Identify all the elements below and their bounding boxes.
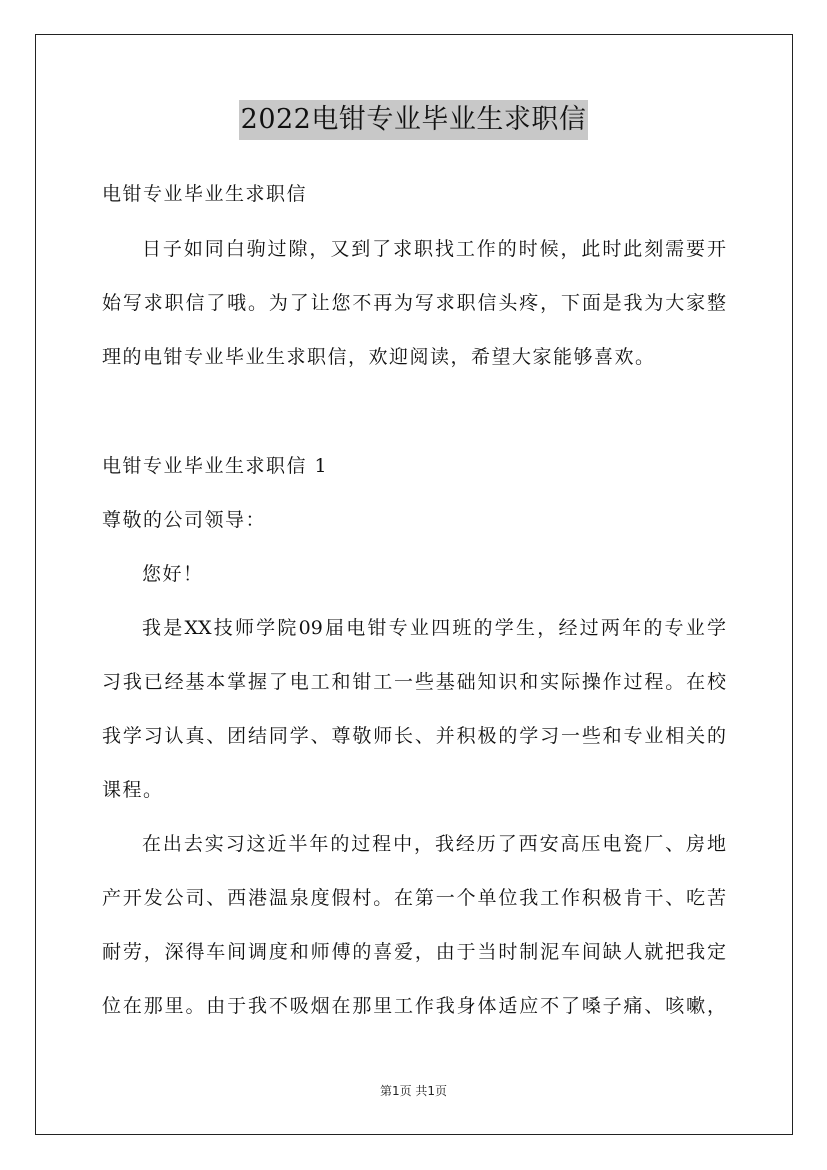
page-number-footer: 第1页 共1页 [379,1084,448,1098]
title-container [0,100,827,140]
paragraph-line: 在出去实习这近半年的过程中，我经历了西安高压电瓷厂、房地 [142,833,726,855]
intro-line: 始写求职信了哦。为了让您不再为写求职信头疼，下面是我为大家整 [102,292,726,314]
greeting: 您好！ [142,563,204,585]
document-heading: 电钳专业毕业生求职信 [102,183,308,205]
paragraph-line: 习我已经基本掌握了电工和钳工一些基础知识和实际操作过程。在校 [102,671,726,693]
document-title: 2022电钳专业毕业生求职信 [239,100,589,140]
paragraph-line: 位在那里。由于我不吸烟在那里工作我身体适应不了嗓子痛、咳嗽， [102,995,726,1017]
paragraph-line: 我学习认真、团结同学、尊敬师长、并积极的学习一些和专业相关的 [102,725,726,747]
intro-line: 理的电钳专业毕业生求职信，欢迎阅读，希望大家能够喜欢。 [102,346,656,368]
salutation: 尊敬的公司领导： [102,509,267,531]
section-title: 电钳专业毕业生求职信 1 [102,455,329,477]
paragraph-line: 耐劳，深得车间调度和师傅的喜爱，由于当时制泥车间缺人就把我定 [102,941,726,963]
paragraph-line: 我是XX技师学院09届电钳专业四班的学生，经过两年的专业学 [142,617,726,639]
paragraph-line: 产开发公司、西港温泉度假村。在第一个单位我工作积极肯干、吃苦 [102,887,726,909]
intro-line: 日子如同白驹过隙，又到了求职找工作的时候，此时此刻需要开 [142,238,726,260]
paragraph-line: 课程。 [102,779,164,801]
